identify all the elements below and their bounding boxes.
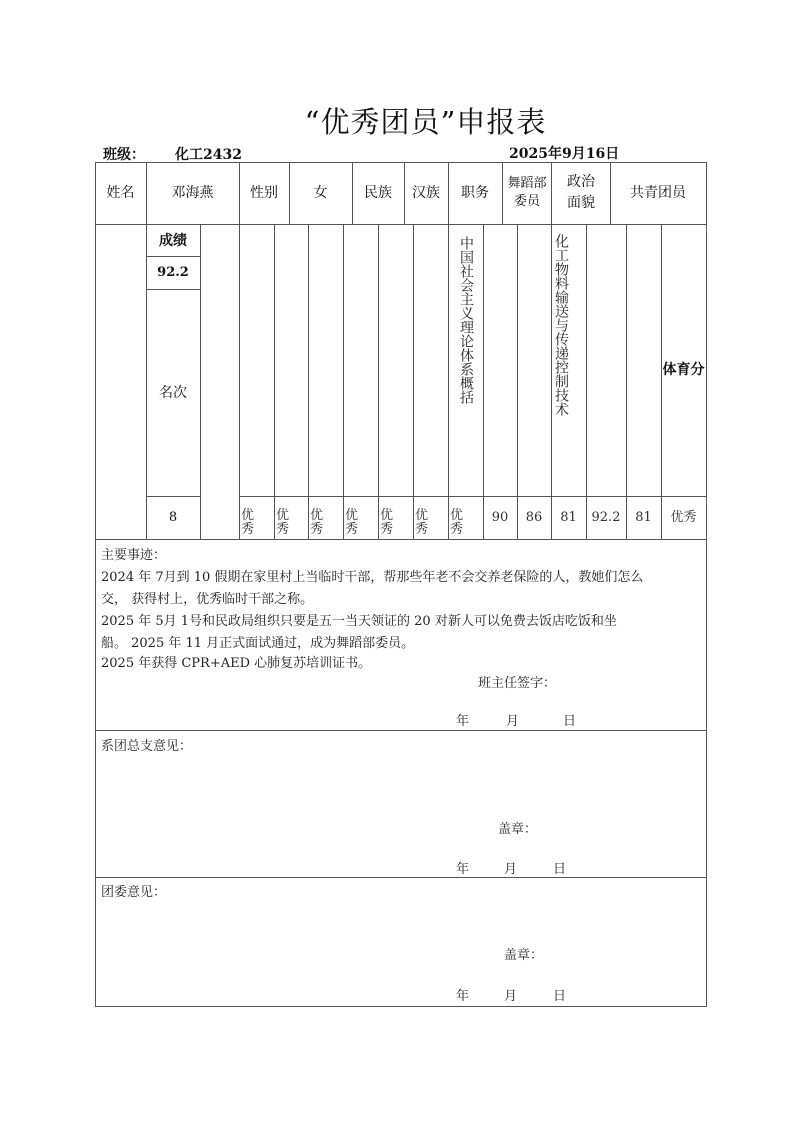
- grid-line: [308, 224, 309, 539]
- grid-line: [274, 224, 275, 539]
- result-cell: 86: [525, 510, 543, 525]
- name-value: 邓海燕: [171, 185, 214, 201]
- result-cell: 优秀: [450, 508, 464, 537]
- class-value: 化工2432: [175, 147, 242, 163]
- league-date-day: 日: [553, 989, 567, 1004]
- branch-seal-label: 盖章：: [498, 822, 538, 837]
- deeds-label: 主要事迹：: [101, 548, 167, 563]
- pe-score-label: 体育分: [662, 362, 705, 378]
- deeds-date-day: 日: [563, 714, 577, 729]
- ethnicity-value: 汉族: [412, 185, 440, 201]
- grade-label: 成绩: [159, 233, 187, 249]
- deeds-line: 2025 年获得 CPR+AED 心肺复苏培训证书。: [101, 656, 372, 671]
- table-border-left: [95, 162, 96, 1007]
- grid-line: [502, 162, 503, 224]
- result-cell: 优秀: [345, 508, 359, 537]
- branch-divider: [95, 877, 706, 878]
- result-cell: 81: [635, 510, 652, 525]
- grid-line: [626, 224, 627, 539]
- branch-date-day: 日: [553, 862, 567, 877]
- rank-label: 名次: [159, 385, 187, 401]
- name-label: 姓名: [106, 185, 135, 201]
- grid-line: [200, 224, 201, 539]
- header-row-divider: [95, 224, 706, 225]
- result-cell: 优秀: [415, 508, 429, 537]
- result-cell: 优秀: [276, 508, 290, 537]
- result-cell: 优秀: [310, 508, 324, 537]
- form-date: 2025年9月16日: [509, 146, 620, 162]
- result-cell: 优秀: [670, 510, 697, 525]
- grid-line: [413, 224, 414, 539]
- grade-value: 92.2: [157, 265, 189, 280]
- grid-line: [517, 224, 518, 539]
- political-label: 政治面貌: [567, 174, 595, 211]
- grid-line: [586, 224, 587, 539]
- league-date-year: 年: [456, 989, 470, 1004]
- course-name-1: 中国社会主义理论体系概括: [458, 236, 474, 404]
- league-date-month: 月: [504, 989, 518, 1004]
- course-name-2: 化工物料输送与传递控制技术: [553, 234, 569, 416]
- grid-line: [378, 224, 379, 539]
- league-opinion-label: 团委意见：: [101, 885, 167, 900]
- grid-line: [448, 224, 449, 539]
- table-border-right: [706, 162, 707, 1007]
- result-cell: 优秀: [380, 508, 394, 537]
- league-seal-label: 盖章：: [504, 948, 544, 963]
- branch-date-month: 月: [504, 862, 518, 877]
- homeroom-signature-label: 班主任签字：: [478, 676, 557, 691]
- table-border-bottom: [95, 1006, 706, 1007]
- grid-line: [239, 224, 240, 539]
- result-cell: 优秀: [241, 508, 255, 537]
- deeds-date-year: 年: [456, 714, 470, 729]
- grid-line: [343, 224, 344, 539]
- result-cell: 90: [491, 510, 509, 525]
- branch-date-year: 年: [456, 862, 470, 877]
- position-label: 职务: [461, 185, 489, 201]
- ethnicity-label: 民族: [364, 185, 392, 201]
- class-label: 班级：: [103, 147, 145, 163]
- result-cell: 92.2: [591, 510, 621, 525]
- deeds-line: 船。 2025 年 11 月正式面试通过，成为舞蹈部委员。: [101, 636, 415, 651]
- scores-row-divider: [95, 539, 706, 540]
- rank-value: 8: [168, 510, 178, 525]
- deeds-line: 2025 年 5月 1号和民政局组织只要是五一当天领证的 20 对新人可以免费去饭店吃饭和坐: [101, 614, 617, 629]
- grid-line: [551, 162, 552, 224]
- page-title: “优秀团员”申报表: [304, 105, 547, 139]
- deeds-line: 交， 获得村上，优秀临时干部之称。: [101, 592, 314, 607]
- result-cell: 81: [560, 510, 577, 525]
- gender-value: 女: [313, 185, 328, 201]
- branch-opinion-label: 系团总支意见：: [101, 739, 193, 754]
- grid-line: [483, 224, 484, 539]
- position-value: 舞蹈部委员: [507, 176, 547, 209]
- gender-label: 性别: [250, 185, 278, 201]
- political-value: 共青团员: [630, 185, 686, 201]
- deeds-line: 2024 年 7月到 10 假期在家里村上当临时干部，帮那些年老不会交养老保险的人，教她们怎么: [101, 570, 644, 585]
- deeds-date-month: 月: [506, 714, 520, 729]
- deeds-divider: [95, 730, 706, 731]
